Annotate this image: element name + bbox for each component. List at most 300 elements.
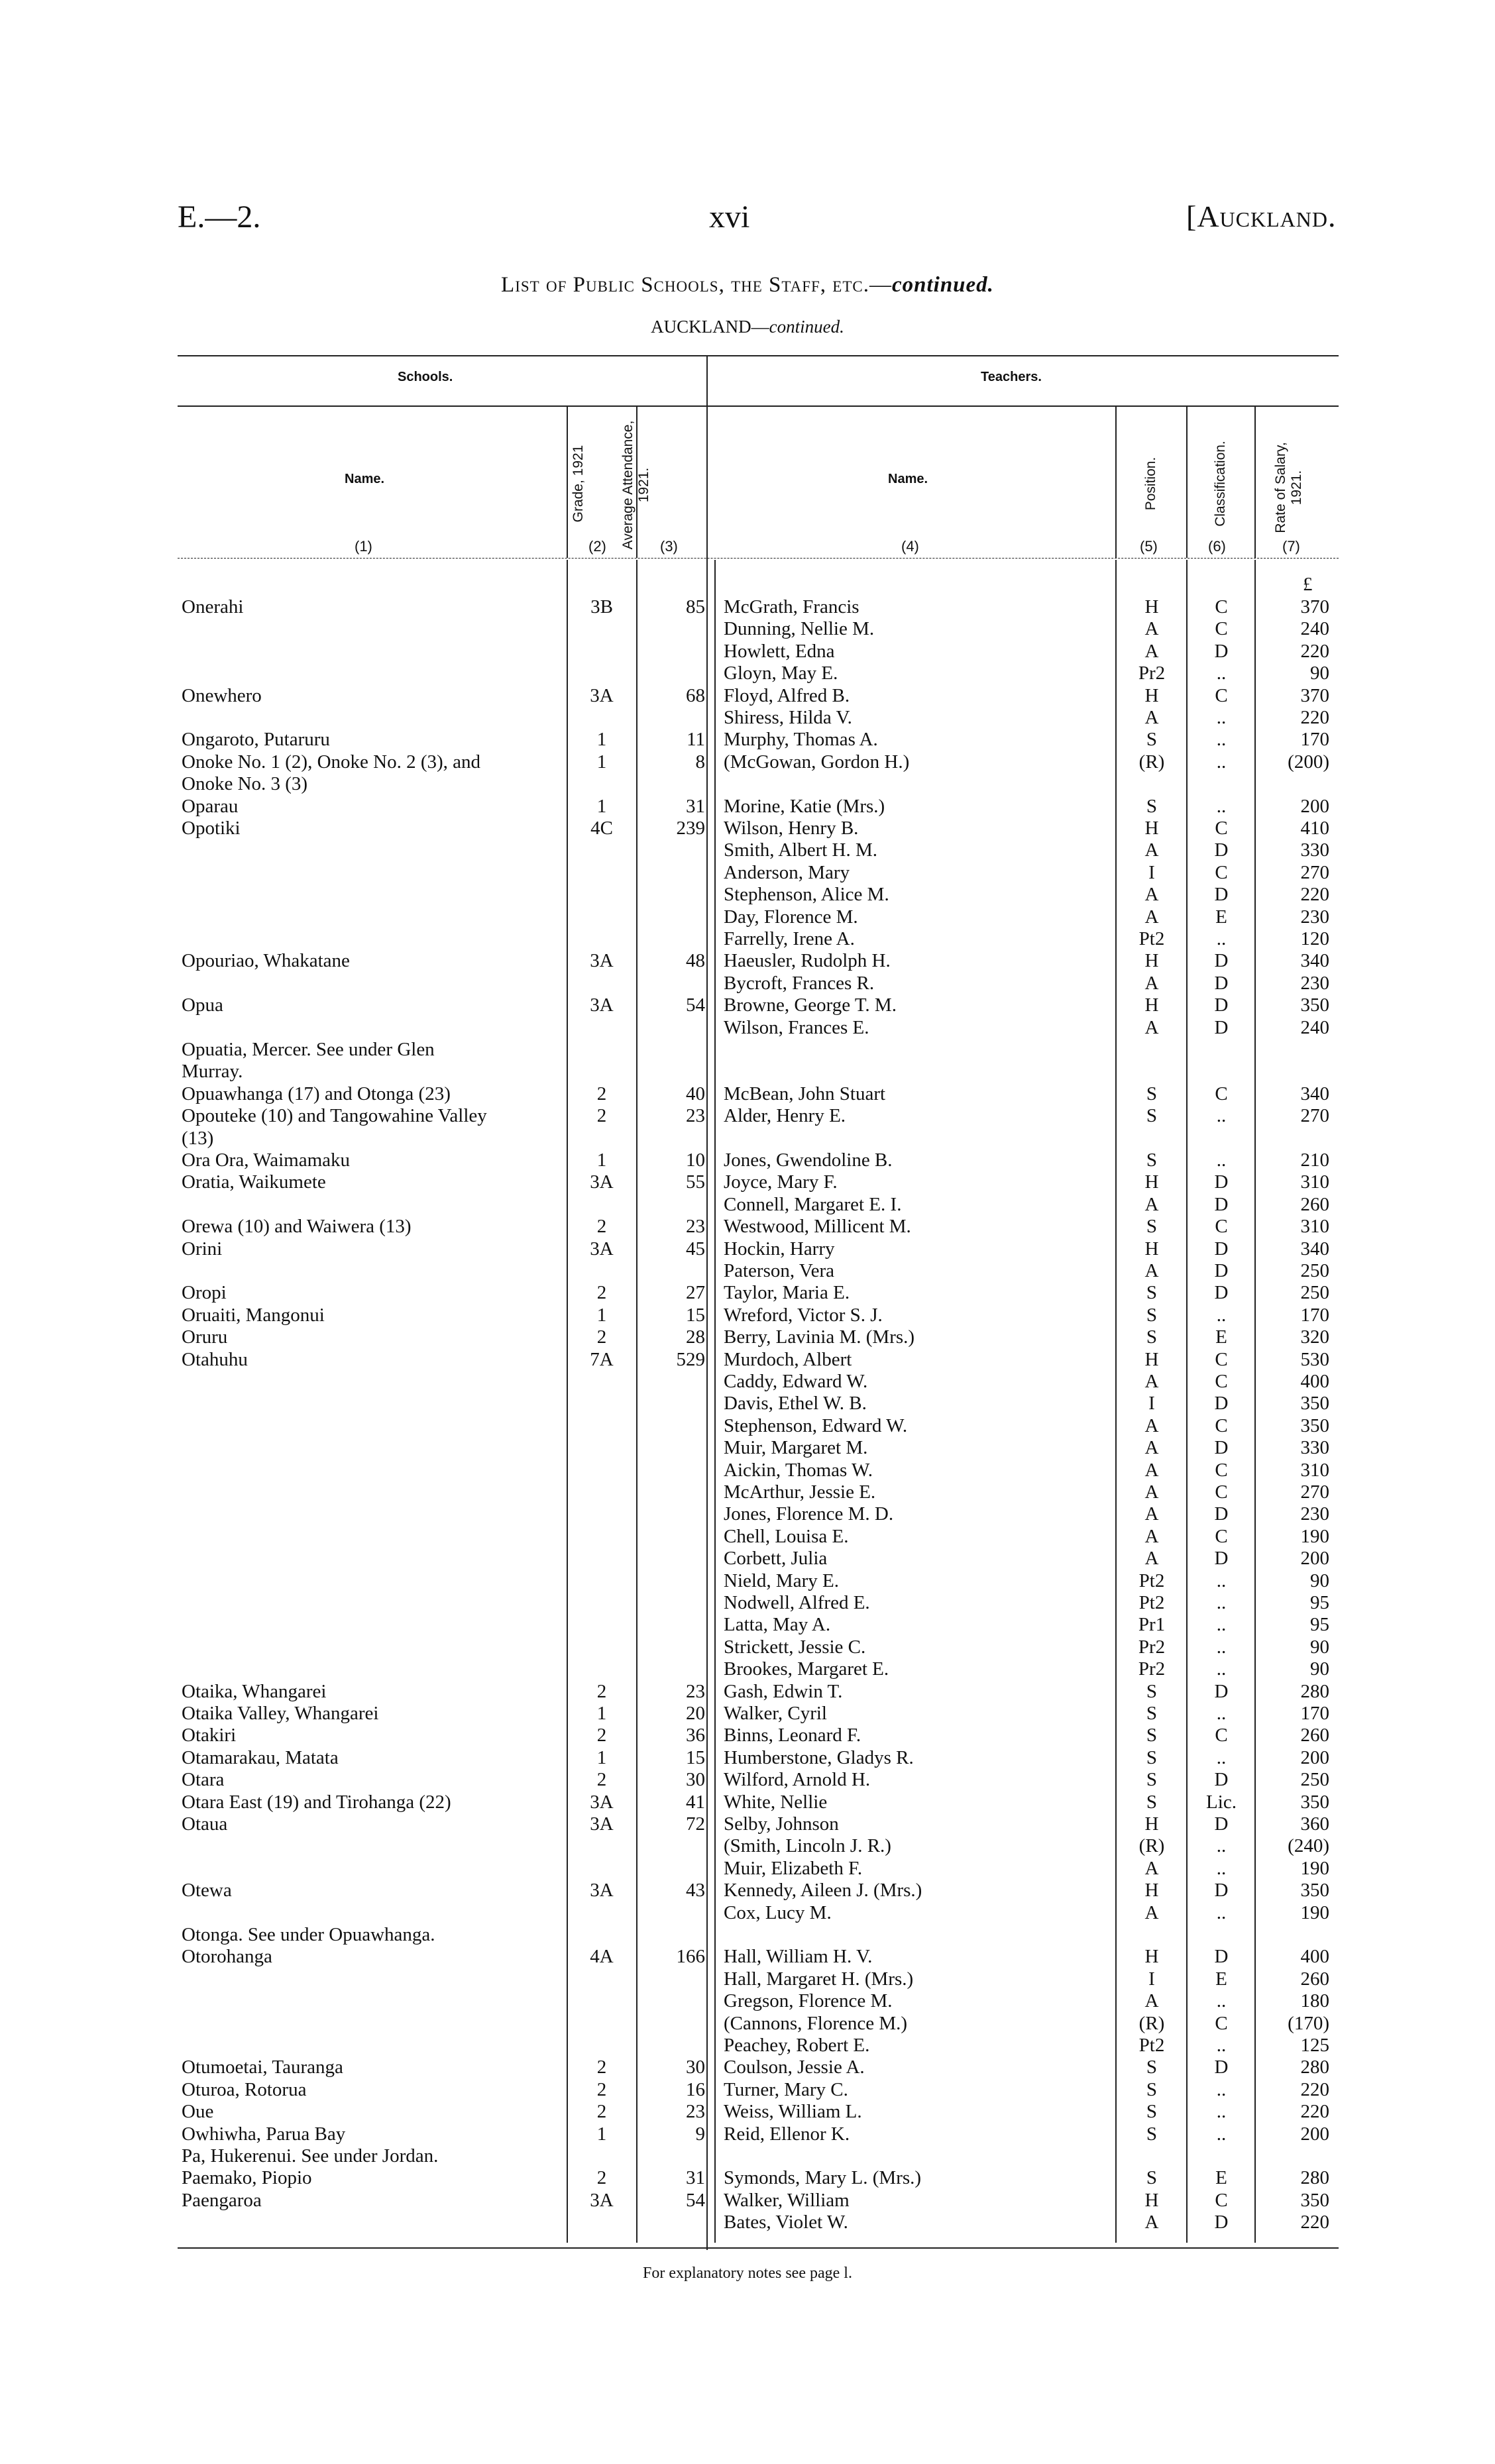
- row-school-name: Otakiri: [182, 1725, 237, 1746]
- row-attendance: 28: [686, 1326, 705, 1348]
- row-position: A: [1144, 1548, 1159, 1570]
- row-school-name: Otumoetai, Tauranga: [182, 2057, 343, 2078]
- row-teacher-name: Westwood, Millicent M.: [724, 1216, 911, 1238]
- row-classification: ..: [1216, 751, 1227, 773]
- row-classification: C: [1215, 1481, 1228, 1503]
- row-attendance: 23: [686, 1216, 705, 1238]
- page-number: xvi: [709, 199, 750, 235]
- row-attendance: 9: [695, 2123, 705, 2145]
- row-salary: 350: [1300, 994, 1329, 1016]
- row-position: H: [1144, 1813, 1159, 1835]
- row-school-name: Otahuhu: [182, 1348, 248, 1370]
- row-salary: 200: [1300, 1548, 1329, 1570]
- row-school-name: Otamarakau, Matata: [182, 1746, 339, 1768]
- row-salary: 350: [1300, 1791, 1329, 1813]
- row-attendance: 166: [676, 1946, 705, 1968]
- row-school-name: Ora Ora, Waimamaku: [182, 1150, 351, 1171]
- schools-group-header: Schools.: [398, 370, 453, 384]
- row-position: (R): [1138, 2012, 1165, 2034]
- row-position: A: [1144, 1193, 1159, 1215]
- row-classification: ..: [1216, 1990, 1227, 2012]
- row-attendance: 40: [686, 1083, 705, 1104]
- row-teacher-name: Bates, Violet W.: [724, 2212, 848, 2233]
- row-teacher-name: (McGowan, Gordon H.): [724, 751, 910, 773]
- row-school-name: Opua: [182, 994, 223, 1016]
- row-school-name: Opotiki: [182, 818, 241, 839]
- row-teacher-name: Hockin, Harry: [724, 1238, 835, 1259]
- row-classification: C: [1215, 2012, 1228, 2034]
- row-classification: ..: [1216, 1857, 1227, 1879]
- table-top-rule: [178, 355, 1339, 356]
- row-position: H: [1144, 818, 1159, 839]
- row-position: A: [1144, 1260, 1159, 1281]
- row-grade: 2: [596, 1680, 607, 1702]
- row-salary: 95: [1310, 1614, 1329, 1636]
- row-salary: 340: [1300, 1238, 1329, 1259]
- row-position: S: [1146, 1703, 1158, 1724]
- row-salary: 260: [1300, 1193, 1329, 1215]
- footer-note: For explanatory notes see page l.: [643, 2265, 852, 2282]
- row-classification: ..: [1216, 1570, 1227, 1591]
- row-school-name: Oratia, Waikumete: [182, 1171, 326, 1193]
- row-school-name: Otara: [182, 1769, 225, 1791]
- row-teacher-name: Jones, Florence M. D.: [724, 1503, 894, 1525]
- row-school-name: Opuawhanga (17) and Otonga (23): [182, 1083, 451, 1104]
- col-divider-1: [567, 405, 568, 558]
- row-salary: 240: [1300, 1016, 1329, 1038]
- row-grade: 3A: [590, 1813, 614, 1835]
- row-classification: D: [1214, 1503, 1229, 1525]
- row-salary: 90: [1310, 663, 1329, 684]
- row-classification: C: [1215, 2189, 1228, 2211]
- row-salary: 280: [1300, 1680, 1329, 1702]
- school-name-header: Name.: [345, 472, 385, 486]
- row-teacher-name: Dunning, Nellie M.: [724, 618, 875, 640]
- row-grade: 3A: [590, 994, 614, 1016]
- row-teacher-name: Nodwell, Alfred E.: [724, 1592, 870, 1613]
- row-classification: ..: [1216, 1636, 1227, 1658]
- row-salary: 250: [1300, 1260, 1329, 1281]
- row-position: S: [1146, 1282, 1158, 1304]
- row-teacher-name: Wilson, Henry B.: [724, 818, 859, 839]
- row-classification: ..: [1216, 1835, 1227, 1857]
- row-teacher-name: Wilford, Arnold H.: [724, 1769, 871, 1791]
- row-salary: 330: [1300, 1437, 1329, 1459]
- row-teacher-name: Stephenson, Alice M.: [724, 884, 889, 906]
- salary-header: Rate of Salary, 1921.: [1273, 442, 1304, 533]
- row-classification: E: [1215, 1968, 1227, 1990]
- row-teacher-name: Selby, Johnson: [724, 1813, 839, 1835]
- row-teacher-name: Muir, Margaret M.: [724, 1437, 868, 1459]
- row-classification: ..: [1216, 1703, 1227, 1724]
- row-school-name: Owhiwha, Parua Bay: [182, 2123, 346, 2145]
- row-grade: 1: [596, 751, 607, 773]
- body-rule-teacher: [714, 560, 716, 2243]
- body-rule-grade: [567, 560, 568, 2243]
- row-grade: 1: [596, 795, 607, 817]
- row-classification: D: [1214, 1880, 1229, 1902]
- row-salary: 260: [1300, 1968, 1329, 1990]
- row-classification: D: [1214, 1946, 1229, 1968]
- row-salary: 250: [1300, 1282, 1329, 1304]
- row-school-name: Oue: [182, 2101, 214, 2123]
- row-position: S: [1146, 2101, 1158, 2123]
- row-position: H: [1144, 596, 1159, 617]
- row-position: A: [1144, 640, 1159, 662]
- col-num-3: (3): [660, 538, 678, 555]
- row-salary: 530: [1300, 1348, 1329, 1370]
- row-position: A: [1144, 1437, 1159, 1459]
- row-attendance: 54: [686, 2189, 705, 2211]
- row-school-name: Otaika, Whangarei: [182, 1680, 327, 1702]
- row-attendance: 529: [676, 1348, 705, 1370]
- row-classification: C: [1215, 1348, 1228, 1370]
- row-teacher-name: Bycroft, Frances R.: [724, 972, 875, 994]
- row-attendance: 45: [686, 1238, 705, 1259]
- row-attendance: 31: [686, 795, 705, 817]
- row-position: S: [1146, 1791, 1158, 1813]
- row-salary: 310: [1300, 1171, 1329, 1193]
- row-grade: 2: [596, 1083, 607, 1104]
- row-teacher-name: Corbett, Julia: [724, 1548, 828, 1570]
- row-teacher-name: Gregson, Florence M.: [724, 1990, 893, 2012]
- row-position: S: [1146, 2057, 1158, 2078]
- row-classification: ..: [1216, 795, 1227, 817]
- row-teacher-name: Day, Florence M.: [724, 906, 858, 928]
- row-teacher-name: Chell, Louisa E.: [724, 1525, 849, 1547]
- row-teacher-name: Murdoch, Albert: [724, 1348, 852, 1370]
- col-divider-4: [1186, 405, 1188, 558]
- row-grade: 4A: [590, 1946, 614, 1968]
- classification-header: Classification.: [1213, 441, 1228, 527]
- row-teacher-name: Muir, Elizabeth F.: [724, 1857, 863, 1879]
- row-teacher-name: Peachey, Robert E.: [724, 2035, 870, 2056]
- row-school-name: Oruru: [182, 1326, 228, 1348]
- row-classification: C: [1215, 1083, 1228, 1104]
- row-school-name: Paemako, Piopio: [182, 2167, 312, 2189]
- row-school-name: Orewa (10) and Waiwera (13): [182, 1216, 412, 1238]
- row-school-name: Onewhero: [182, 684, 262, 706]
- row-salary: 230: [1300, 906, 1329, 928]
- row-teacher-name: Joyce, Mary F.: [724, 1171, 838, 1193]
- row-classification: ..: [1216, 1658, 1227, 1680]
- row-teacher-name: Walker, William: [724, 2189, 850, 2211]
- row-grade: 3A: [590, 1171, 614, 1193]
- row-grade: 2: [596, 2167, 607, 2189]
- row-salary: 190: [1300, 1857, 1329, 1879]
- row-salary: (200): [1288, 751, 1329, 773]
- row-attendance: 239: [676, 818, 705, 839]
- row-classification: D: [1214, 839, 1229, 861]
- row-salary: 200: [1300, 1746, 1329, 1768]
- row-classification: C: [1215, 596, 1228, 617]
- row-school-name: Orini: [182, 1238, 223, 1259]
- row-school-name: Pa, Hukerenui. See under Jordan.: [182, 2145, 439, 2167]
- row-school-name: (13): [182, 1127, 214, 1149]
- row-teacher-name: Weiss, William L.: [724, 2101, 862, 2123]
- row-grade: 1: [596, 729, 607, 751]
- row-salary: 170: [1300, 1304, 1329, 1326]
- row-grade: 3A: [590, 1238, 614, 1259]
- row-teacher-name: Latta, May A.: [724, 1614, 831, 1636]
- row-teacher-name: Kennedy, Aileen J. (Mrs.): [724, 1880, 922, 1902]
- row-attendance: 31: [686, 2167, 705, 2189]
- body-rule-pos: [1115, 560, 1117, 2243]
- row-attendance: 15: [686, 1746, 705, 1768]
- row-attendance: 23: [686, 1105, 705, 1127]
- row-salary: 400: [1300, 1371, 1329, 1392]
- row-teacher-name: Wilson, Frances E.: [724, 1016, 869, 1038]
- row-position: Pt2: [1138, 1592, 1165, 1613]
- row-classification: D: [1214, 1193, 1229, 1215]
- row-position: S: [1146, 2078, 1158, 2100]
- row-position: S: [1146, 1150, 1158, 1171]
- group-header-rule: [178, 405, 1339, 407]
- row-grade: 3A: [590, 1791, 614, 1813]
- row-position: I: [1148, 1968, 1155, 1990]
- row-salary: 200: [1300, 2123, 1329, 2145]
- row-school-name: Otewa: [182, 1880, 232, 1902]
- row-grade: 2: [596, 1282, 607, 1304]
- position-header: Position.: [1143, 456, 1158, 511]
- row-teacher-name: McGrath, Francis: [724, 596, 859, 617]
- row-salary: 310: [1300, 1459, 1329, 1481]
- col-num-2: (2): [588, 538, 606, 555]
- row-classification: ..: [1216, 2123, 1227, 2145]
- row-salary: 350: [1300, 1880, 1329, 1902]
- row-grade: 3A: [590, 2189, 614, 2211]
- row-salary: 90: [1310, 1636, 1329, 1658]
- row-position: A: [1144, 906, 1159, 928]
- column-number-rule: [178, 558, 1339, 559]
- row-salary: 220: [1300, 2078, 1329, 2100]
- row-classification: C: [1215, 1725, 1228, 1746]
- row-position: A: [1144, 839, 1159, 861]
- row-teacher-name: Humberstone, Gladys R.: [724, 1746, 914, 1768]
- row-position: A: [1144, 1857, 1159, 1879]
- row-teacher-name: Symonds, Mary L. (Mrs.): [724, 2167, 922, 2189]
- row-classification: C: [1215, 1459, 1228, 1481]
- row-grade: 2: [596, 1105, 607, 1127]
- table-bottom-rule: [178, 2247, 1339, 2249]
- row-position: Pr2: [1138, 663, 1166, 684]
- row-position: Pr2: [1138, 1658, 1166, 1680]
- row-teacher-name: Nield, Mary E.: [724, 1570, 839, 1591]
- row-school-name: Otorohanga: [182, 1946, 272, 1968]
- grade-header: Grade, 1921: [571, 445, 586, 523]
- row-position: S: [1146, 729, 1158, 751]
- row-position: Pr1: [1138, 1614, 1166, 1636]
- row-position: H: [1144, 1946, 1159, 1968]
- row-teacher-name: Strickett, Jessie C.: [724, 1636, 866, 1658]
- row-teacher-name: Binns, Leonard F.: [724, 1725, 861, 1746]
- row-classification: D: [1214, 1282, 1229, 1304]
- row-classification: ..: [1216, 1304, 1227, 1326]
- row-salary: 230: [1300, 972, 1329, 994]
- row-position: A: [1144, 1990, 1159, 2012]
- row-grade: 2: [596, 2057, 607, 2078]
- row-attendance: 23: [686, 1680, 705, 1702]
- row-salary: 180: [1300, 1990, 1329, 2012]
- row-classification: D: [1214, 1437, 1229, 1459]
- row-teacher-name: McBean, John Stuart: [724, 1083, 886, 1104]
- row-salary: 240: [1300, 618, 1329, 640]
- row-salary: 250: [1300, 1769, 1329, 1791]
- row-position: S: [1146, 1083, 1158, 1104]
- row-position: S: [1146, 2123, 1158, 2145]
- row-school-name: Onerahi: [182, 596, 244, 617]
- row-teacher-name: McArthur, Jessie E.: [724, 1481, 876, 1503]
- row-salary: 190: [1300, 1525, 1329, 1547]
- row-classification: D: [1214, 2212, 1229, 2233]
- row-position: A: [1144, 884, 1159, 906]
- row-position: H: [1144, 1238, 1159, 1259]
- row-position: H: [1144, 2189, 1159, 2211]
- row-school-name: Oropi: [182, 1282, 227, 1304]
- row-classification: ..: [1216, 729, 1227, 751]
- row-position: S: [1146, 795, 1158, 817]
- body-rule-sal: [1254, 560, 1256, 2243]
- row-position: S: [1146, 1326, 1158, 1348]
- row-attendance: 15: [686, 1304, 705, 1326]
- row-grade: 3A: [590, 1880, 614, 1902]
- row-salary: 170: [1300, 1703, 1329, 1724]
- row-teacher-name: Jones, Gwendoline B.: [724, 1150, 893, 1171]
- row-teacher-name: White, Nellie: [724, 1791, 828, 1813]
- row-attendance: 54: [686, 994, 705, 1016]
- row-classification: ..: [1216, 1105, 1227, 1127]
- row-attendance: 10: [686, 1150, 705, 1171]
- row-classification: C: [1215, 1216, 1228, 1238]
- row-classification: D: [1214, 972, 1229, 994]
- row-classification: D: [1214, 1238, 1229, 1259]
- region-label: [Auckland.: [1186, 199, 1337, 233]
- row-salary: 270: [1300, 861, 1329, 883]
- group-divider: [706, 355, 708, 2250]
- row-position: (R): [1138, 751, 1165, 773]
- row-teacher-name: Alder, Henry E.: [724, 1105, 846, 1127]
- row-grade: 2: [596, 1769, 607, 1791]
- row-salary: (170): [1288, 2012, 1329, 2034]
- row-school-name: Paengaroa: [182, 2189, 262, 2211]
- row-salary: 350: [1300, 1415, 1329, 1436]
- col-num-1: (1): [355, 538, 372, 555]
- row-classification: E: [1215, 2167, 1227, 2189]
- row-position: A: [1144, 1902, 1159, 1923]
- row-teacher-name: Anderson, Mary: [724, 861, 850, 883]
- row-grade: 7A: [590, 1348, 614, 1370]
- row-salary: 270: [1300, 1105, 1329, 1127]
- row-teacher-name: Davis, Ethel W. B.: [724, 1393, 867, 1415]
- row-classification: ..: [1216, 928, 1227, 949]
- row-attendance: 68: [686, 684, 705, 706]
- row-position: H: [1144, 1171, 1159, 1193]
- row-teacher-name: Hall, Margaret H. (Mrs.): [724, 1968, 914, 1990]
- row-grade: 3B: [590, 596, 613, 617]
- row-position: A: [1144, 1503, 1159, 1525]
- row-attendance: 16: [686, 2078, 705, 2100]
- row-classification: D: [1214, 884, 1229, 906]
- row-grade: 1: [596, 1150, 607, 1171]
- row-attendance: 20: [686, 1703, 705, 1724]
- col-num-6: (6): [1208, 538, 1226, 555]
- row-school-name: Otaua: [182, 1813, 228, 1835]
- row-classification: ..: [1216, 2035, 1227, 2056]
- row-school-name: Opuatia, Mercer. See under Glen: [182, 1039, 435, 1060]
- row-salary: 330: [1300, 839, 1329, 861]
- row-salary: 220: [1300, 640, 1329, 662]
- row-position: S: [1146, 1304, 1158, 1326]
- row-teacher-name: Reid, Ellenor K.: [724, 2123, 850, 2145]
- row-attendance: 41: [686, 1791, 705, 1813]
- row-school-name: Opouteke (10) and Tangowahine Valley: [182, 1105, 487, 1127]
- row-teacher-name: Stephenson, Edward W.: [724, 1415, 908, 1436]
- row-attendance: 11: [687, 729, 705, 751]
- row-position: A: [1144, 1525, 1159, 1547]
- row-school-name: Onoke No. 3 (3): [182, 773, 308, 795]
- row-salary: 340: [1300, 1083, 1329, 1104]
- row-salary: 310: [1300, 1216, 1329, 1238]
- row-classification: D: [1214, 1769, 1229, 1791]
- row-grade: 3A: [590, 950, 614, 972]
- row-salary: 280: [1300, 2057, 1329, 2078]
- row-salary: 200: [1300, 795, 1329, 817]
- row-classification: ..: [1216, 663, 1227, 684]
- row-teacher-name: Browne, George T. M.: [724, 994, 897, 1016]
- row-grade: 2: [596, 1326, 607, 1348]
- row-attendance: 48: [686, 950, 705, 972]
- row-teacher-name: Morine, Katie (Mrs.): [724, 795, 885, 817]
- row-grade: 2: [596, 2101, 607, 2123]
- row-classification: D: [1214, 1393, 1229, 1415]
- row-salary: 95: [1310, 1592, 1329, 1613]
- row-position: H: [1144, 684, 1159, 706]
- row-classification: C: [1215, 1525, 1228, 1547]
- row-salary: 90: [1310, 1658, 1329, 1680]
- row-position: Pr2: [1138, 1636, 1166, 1658]
- row-salary: 280: [1300, 2167, 1329, 2189]
- row-classification: ..: [1216, 2101, 1227, 2123]
- row-salary: 120: [1300, 928, 1329, 949]
- row-attendance: 36: [686, 1725, 705, 1746]
- row-position: A: [1144, 2212, 1159, 2233]
- row-grade: 1: [596, 1304, 607, 1326]
- row-classification: D: [1214, 1813, 1229, 1835]
- row-classification: D: [1214, 1171, 1229, 1193]
- row-salary: 220: [1300, 2212, 1329, 2233]
- row-salary: 320: [1300, 1326, 1329, 1348]
- row-classification: D: [1214, 1680, 1229, 1702]
- row-position: Pt2: [1138, 928, 1165, 949]
- row-classification: C: [1215, 1371, 1228, 1392]
- row-position: (R): [1138, 1835, 1165, 1857]
- row-school-name: Otaika Valley, Whangarei: [182, 1703, 379, 1724]
- row-classification: Lic.: [1206, 1791, 1237, 1813]
- row-classification: D: [1214, 640, 1229, 662]
- row-position: S: [1146, 1105, 1158, 1127]
- row-position: S: [1146, 1769, 1158, 1791]
- row-grade: 1: [596, 2123, 607, 2145]
- row-school-name: Oparau: [182, 795, 239, 817]
- row-classification: ..: [1216, 1150, 1227, 1171]
- row-classification: C: [1215, 618, 1228, 640]
- row-attendance: 72: [686, 1813, 705, 1835]
- row-classification: D: [1214, 994, 1229, 1016]
- row-school-name: Ongaroto, Putaruru: [182, 729, 330, 751]
- row-position: A: [1144, 1481, 1159, 1503]
- attendance-header: Average Attendance, 1921.: [620, 420, 651, 550]
- row-salary: 220: [1300, 2101, 1329, 2123]
